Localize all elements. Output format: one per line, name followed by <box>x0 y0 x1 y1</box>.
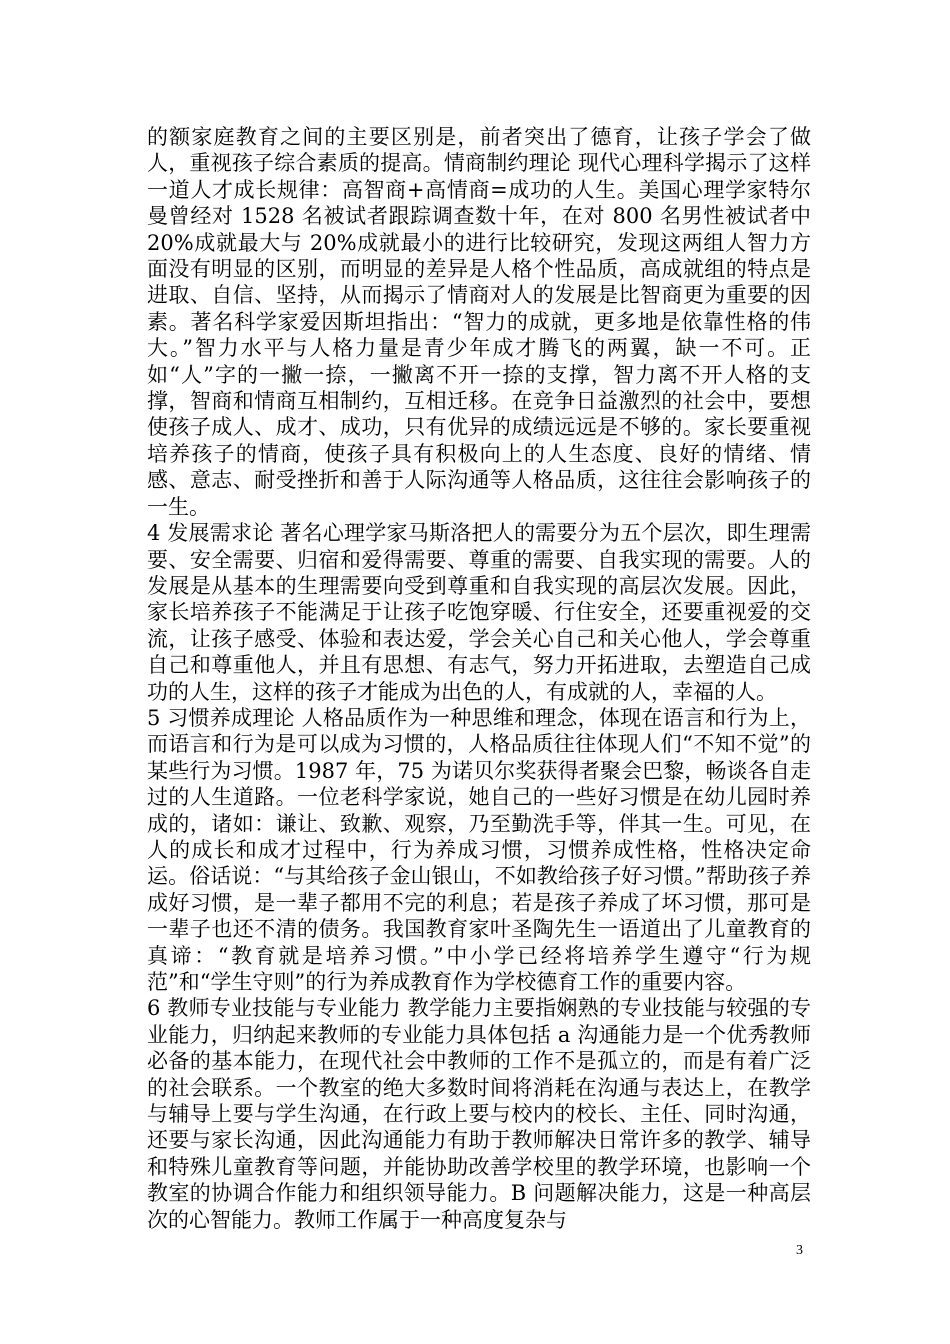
paragraph-habit-formation: 5 习惯养成理论 人格品质作为一种思维和理念，体现在语言和行为上，而语言和行为是可以成为习惯的，人格品质往往体现人们“不知不觉”的某些行为习惯。1987 年，75 为诺贝尔奖获得者聚会巴黎，畅谈各自走过的人生道路。一位老科学家说，她自己的一些好习惯是在幼儿园时养成的，诸如：谦让、致歉、观察，乃至勤洗手等，伴其一生。可见，在人的成长和成才过程中，行为养成习惯，习惯养成性格，性格决定命运。俗话说：“与其给孩子金山银山，不如教给孩子好习惯。”帮助孩子养成好习惯，是一辈子都用不完的利息；若是孩子养成了坏习惯，那可是一辈子也还不清的债务。我国教育家叶圣陶先生一语道出了儿童教育的真谛：“教育就是培养习惯。”中小学已经将培养学生遵守“行为规范”和“学生守则”的行为养成教育作为学校德育工作的重要内容。 <box>147 705 811 994</box>
page-number: 3 <box>796 1243 803 1258</box>
paragraph-development-needs: 4 发展需求论 著名心理学家马斯洛把人的需要分为五个层次，即生理需要、安全需要、归宿和爱得需要、尊重的需要、自我实现的需要。人的发展是从基本的生理需要向受到尊重和自我实现的高层次发展。因此，家长培养孩子不能满足于让孩子吃饱穿暖、行住安全，还要重视爱的交流，让孩子感受、体验和表达爱，学会关心自己和关心他人，学会尊重自己和尊重他人，并且有思想、有志气，努力开拓进取，去塑造自己成功的人生，这样的孩子才能成为出色的人，有成就的人，幸福的人。 <box>147 521 811 704</box>
paragraph-eq-theory: 的额家庭教育之间的主要区别是，前者突出了德育，让孩子学会了做人，重视孩子综合素质的提高。情商制约理论 现代心理科学揭示了这样一道人才成长规律：高智商+高情商=成功的人生。美国心理学家特尔曼曾经对 1528 名被试者跟踪调查数十年，在对 800 名男性被试者中 20%成就最大与 20%成就最小的进行比较研究，发现这两组人智力方面没有明显的区别，而明显的差异是人格个性品质，高成就组的特点是进取、自信、坚持，从而揭示了情商对人的发展是比智商更为重要的因素。著名科学家爱因斯坦指出：“智力的成就，更多地是依靠性格的伟大。”智力水平与人格力量是青少年成才腾飞的两翼，缺一不可。正如“人”字的一撇一捺，一撇离不开一捺的支撑，智力离不开人格的支撑，智商和情商互相制约，互相迁移。在竞争日益激烈的社会中，要想使孩子成人、成才、成功，只有优异的成绩远远是不够的。家长要重视培养孩子的情商，使孩子具有积极向上的人生态度、良好的情绪、情感、意志、耐受挫折和善于人际沟通等人格品质，这往往会影响孩子的一生。 <box>147 125 811 519</box>
paragraph-teacher-skills: 6 教师专业技能与专业能力 教学能力主要指娴熟的专业技能与较强的专业能力，归纳起来教师的专业能力具体包括 a 沟通能力是一个优秀教师必备的基本能力，在现代社会中教师的工作不是孤立的，而是有着广泛的社会联系。一个教室的绝大多数时间将消耗在沟通与表达上，在教学与辅导上要与学生沟通，在行政上要与校内的校长、主任、同时沟通，还要与家长沟通，因此沟通能力有助于教师解决日常许多的教学、辅导和特殊儿童教育等问题，并能协助改善学校里的教学环境，也影响一个教室的协调合作能力和组织领导能力。B 问题解决能力，这是一种高层次的心智能力。教师工作属于一种高度复杂与 <box>147 996 811 1232</box>
body-text <box>147 124 811 1233</box>
